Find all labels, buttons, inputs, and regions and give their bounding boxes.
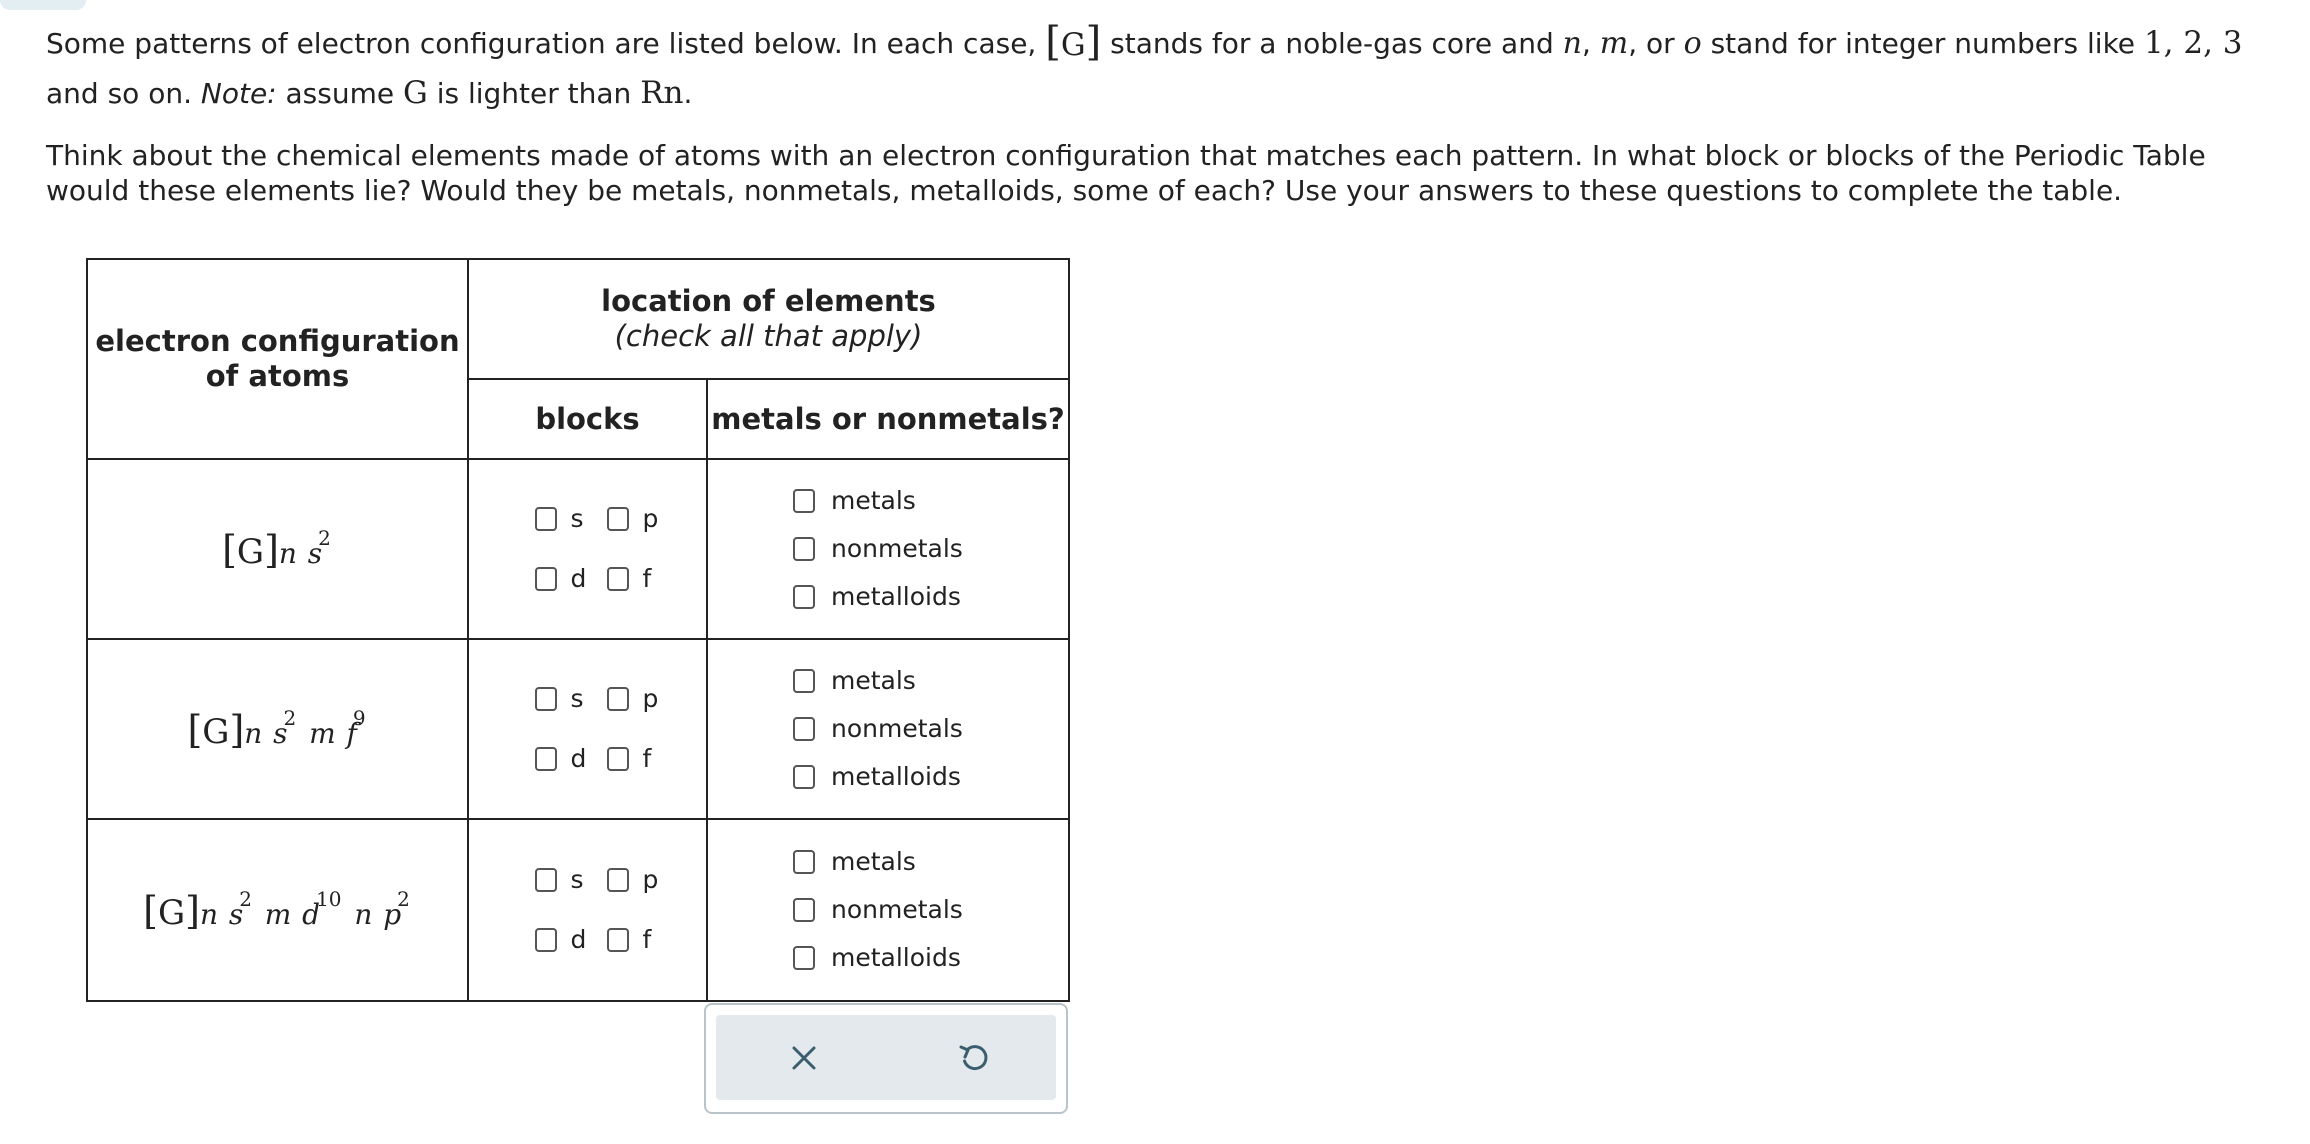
electron-configuration-formula: [G]n $s^2$ <box>222 526 331 572</box>
block-s-checkbox[interactable]: s <box>535 504 607 534</box>
block-d-checkbox[interactable]: d <box>535 744 607 774</box>
action-bar <box>716 1015 1056 1100</box>
nonmetals-checkbox[interactable]: nonmetals <box>793 886 963 934</box>
undo-button[interactable] <box>934 1015 1014 1100</box>
answer-table <box>86 258 1070 1002</box>
checkbox-box[interactable] <box>607 868 629 892</box>
checkbox-box[interactable] <box>793 717 815 741</box>
top-tab <box>0 0 86 10</box>
metals-cell <box>707 639 1069 819</box>
checkbox-box[interactable] <box>793 765 815 789</box>
block-p-checkbox[interactable]: p <box>607 504 651 534</box>
configuration-cell <box>87 639 468 819</box>
intro-paragraph-1: Some patterns of electron configuration are listed below. In each case, [G] stands for a noble-gas core and n, m, or o stand for integer numbers like 1, 2, 3 and so on. Note: assume G is lighter than Rn. <box>46 19 2243 111</box>
checkbox-box[interactable] <box>607 687 629 711</box>
table-row <box>87 459 1069 639</box>
checkbox-box[interactable] <box>793 489 815 513</box>
question-intro <box>46 18 2296 208</box>
core-bracket: [G] <box>1045 19 1102 65</box>
metals-checkbox[interactable]: metals <box>793 838 916 886</box>
checkbox-box[interactable] <box>535 687 557 711</box>
configuration-cell <box>87 459 468 639</box>
configuration-cell <box>87 819 468 1001</box>
checkbox-box[interactable] <box>535 868 557 892</box>
checkbox-box[interactable] <box>607 507 629 531</box>
block-s-checkbox[interactable]: s <box>535 684 607 714</box>
block-p-checkbox[interactable]: p <box>607 865 651 895</box>
blocks-cell <box>468 639 707 819</box>
undo-icon[interactable] <box>957 1041 991 1075</box>
metals-checkbox[interactable]: metals <box>793 657 916 705</box>
checkbox-box[interactable] <box>793 537 815 561</box>
electron-configuration-formula: [G]n $s^2$ m $d^{10}$ n $p^2$ <box>143 887 410 933</box>
table-row <box>87 819 1069 1001</box>
header-blocks: blocks <box>468 379 707 459</box>
checkbox-box[interactable] <box>607 747 629 771</box>
header-location: location of elements (check all that apply) <box>468 259 1069 379</box>
metals-cell <box>707 819 1069 1001</box>
checkbox-box[interactable] <box>793 669 815 693</box>
block-f-checkbox[interactable]: f <box>607 925 651 955</box>
header-electron-configuration: electron configuration of atoms <box>87 259 468 459</box>
checkbox-box[interactable] <box>607 567 629 591</box>
answer-action-panel <box>704 1003 1068 1114</box>
metalloids-checkbox[interactable]: metalloids <box>793 753 961 801</box>
block-d-checkbox[interactable]: d <box>535 925 607 955</box>
checkbox-box[interactable] <box>793 946 815 970</box>
checkbox-box[interactable] <box>535 747 557 771</box>
metalloids-checkbox[interactable]: metalloids <box>793 934 961 982</box>
close-x-icon[interactable] <box>789 1043 819 1073</box>
block-p-checkbox[interactable]: p <box>607 684 651 714</box>
checkbox-box[interactable] <box>793 850 815 874</box>
block-f-checkbox[interactable]: f <box>607 744 651 774</box>
metals-checkbox[interactable]: metals <box>793 477 916 525</box>
blocks-cell <box>468 819 707 1001</box>
clear-button[interactable] <box>764 1015 844 1100</box>
note-label: Note: <box>200 77 277 110</box>
checkbox-box[interactable] <box>535 928 557 952</box>
nonmetals-checkbox[interactable]: nonmetals <box>793 525 963 573</box>
blocks-cell <box>468 459 707 639</box>
nonmetals-checkbox[interactable]: nonmetals <box>793 705 963 753</box>
header-metals-or-nonmetals: metals or nonmetals? <box>707 379 1069 459</box>
metalloids-checkbox[interactable]: metalloids <box>793 573 961 621</box>
checkbox-box[interactable] <box>535 567 557 591</box>
metals-cell <box>707 459 1069 639</box>
block-f-checkbox[interactable]: f <box>607 564 651 594</box>
electron-configuration-formula: [G]n $s^2$ m $f^9$ <box>187 706 366 752</box>
block-s-checkbox[interactable]: s <box>535 865 607 895</box>
block-d-checkbox[interactable]: d <box>535 564 607 594</box>
checkbox-box[interactable] <box>793 585 815 609</box>
checkbox-box[interactable] <box>607 928 629 952</box>
checkbox-box[interactable] <box>793 898 815 922</box>
table-row <box>87 639 1069 819</box>
checkbox-box[interactable] <box>535 507 557 531</box>
intro-paragraph-2: Think about the chemical elements made of atoms with an electron configuration that matches each pattern. In what block or blocks of the Periodic Table would these elements lie? Would they be metals, nonmetals, metalloids, some of each? Use your answers to these questions to complete the table. <box>46 139 2206 207</box>
